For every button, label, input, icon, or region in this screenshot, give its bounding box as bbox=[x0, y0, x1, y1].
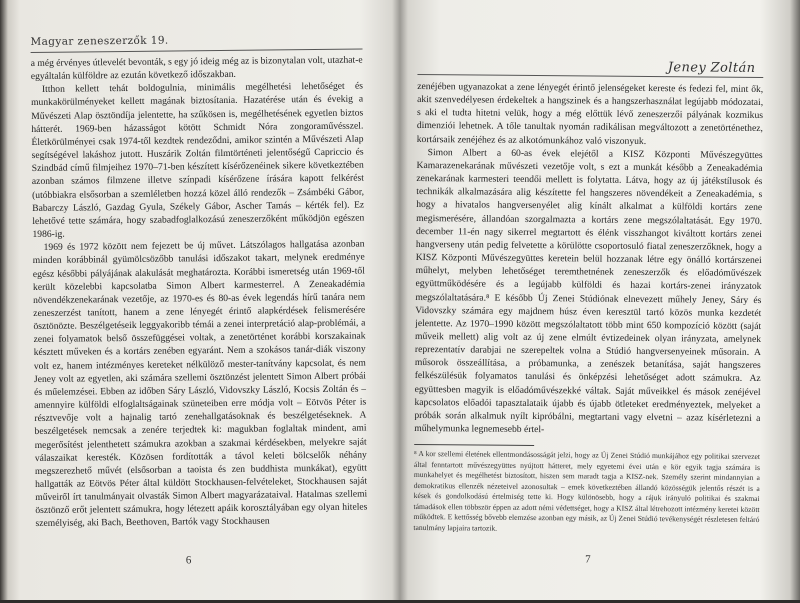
paragraph: 1969 és 1972 között nem fejezett be új művet. Látszólagos hallgatása azonban minden korábbinál gyümölcsözőbb tanulási időszakot takart, melynek eredménye egész későbbi pályájának alakulását meghatározta. Korábbi ismeretség után 1969-től került közelebbi kapcsolatba Simon Albert karmesterrel. A Zeneakadémia növendékzenekarának vezetője, az 1970-es és 80-as évek legendás hírű tanára nem zeneszerzést tanított, hanem a zene lényegét érintő alapkérdések felismerésére ösztönözte. Beszélgetéseik leggyakoribb témái a zenei interpretáció alap-problémái, a zenei folyamatok belső összefüggései voltak, a zenetörténet korábbi korszakainak késztett műveken és a kortárs zenében egyaránt. Nem a szokásos tanár-diák viszony volt ez, hanem intézményes kereteket nélkülöző mester-tanítvány kapcsolat, és nem Jeney volt az egyetlen, aki számára szellemi ösztönzést jelentett Simon Albert próbái és műelemzései. Ebben az időben Sáry László, Vidovszky László, Kocsis Zoltán és – amennyire külföldi elfoglaltságainak szüneteiben erre módja volt – Eötvös Péter is résztvevője volt a hajnalig tartó zenehallgatásoknak és beszélgetéseknek. A beszélgetések nemcsak a zenére terjedtek ki: magukban foglaltak mindent, ami megerősítést jelenthetett számukra azokban a szakmai kérdésekben, melyekre saját válaszaikat keresték. Közösen fordították a távol keleti bölcselők néhány megszerezhető művét (elsősorban a taoista és zen buddhista munkákat), együtt hallgatták az Eötvös Péter által küldött Stockhausen-felvételeket, Stockhausen saját műveiről írt tanulmányait olvasták Simon Albert magyarázataival. Hatalmas szellemi ösztönző erőt jelentett számukra, hogy létezett apáik korosztályában egy olyan hiteles személyiség, aki Bach, Beethoven, Bartók vagy Stockhausen bbox=[32, 238, 368, 530]
right-page-body bbox=[414, 80, 763, 438]
footnote: ⁸ A kor szellemi életének ellentmondásosságát jelzi, hogy az Új Zenei Stúdió munkájához egy politikai szervezet által fenntartott művészegyüttes nyújtott hátteret, mely egyetemi évei után e kör egyik tagja számára is munkahelyet és megélhetést biztosított, hiszen sem maradt tagja a KISZ-nek. Személy szerint mindannyian a demokratikus ellenzék nézeteivel azonosultak – emek következtében állandó közösségük jelentős részét is a kések és gondolkodású értelmiség tette ki. Hogy különösebb, hogy a rájuk irányuló politikai és szakmai támadások ellen többször éppen az adott némi védettséget, hogy a KISZ által létrehozott intézmény keretei között működtek. E kettősség bővebb elemzése azonban egy másik, az Új Zenei Stúdió tevékenységét részletesen feltáró tanulmány lapjaira tartozik. bbox=[413, 448, 761, 533]
running-head-left: Magyar zeneszerzők 19. bbox=[30, 34, 169, 48]
page-number-right: 7 bbox=[585, 553, 591, 566]
paragraph: Itthon kellett tehát boldogulnia, minimális megélhetési lehetőséget és munkakörülményeket kellett magának biztosítania. Hazatérése után és évekig a Művészeti Alap ösztöndíja jelentette, ha szűkösen is, megélhetésének egyetlen biztos hátterét. 1969-ben házasságot kötött Schmidt Nóra zongoraművésszel. Életkörülményei csak 1974-től kezdtek rendeződni, amikor szintén a Művészeti Alap segítségével lakáshoz jutott. Huszárik Zoltán filmtörténeti jelentőségű Capriccio és Szindbád című filmjeihez 1970–71-ben készített kísérőzenéinek sikere következtében azonban számos filmzene illetve színpadi kísérőzene írására kapott felkérést (utóbbiakra elsősorban a szemléletben hozzá közel álló rendezők – Zsámbéki Gábor, Babarczy László, Gazdag Gyula, Székely Gábor, Ascher Tamás – kérték fel). Ez lehetővé tette számára, hogy szabadfoglalkozású zeneszerzőként működjön egészen 1986-ig. bbox=[31, 80, 365, 241]
running-head-right: Jeney Zoltán bbox=[667, 60, 756, 76]
left-page bbox=[30, 0, 368, 600]
footnote-rule bbox=[414, 444, 534, 446]
header-rule-left bbox=[31, 49, 363, 53]
paragraph: a még érvényes útlevelét bevonták, s egy jó ideig még az is bizonytalan volt, utazhat-e egyáltalán külföldre az ezután következő időszakban. bbox=[30, 54, 363, 83]
right-page bbox=[413, 0, 764, 603]
left-page-body bbox=[31, 54, 368, 531]
paragraph: Simon Albert a 60-as évek elejétől a KISZ Központi Művészegyüttes Kamarazenekarának művészeti vezetője volt, s ezt a munkát később a Zeneakadémia zenekarának karmesteri teendői mellett is folytatta. Látva, hogy az új játékstílusok és technikák alkalmazására alig készítette fel hangszeres növendékeit a Zeneakadémia, s hogy a hivatalos hangversenyélet alig kínált alkalmat a külföldi kortárs zene megismerésére, állandóan szorgalmazta a kortárs zene megszólaltatását. Egy 1970. december 11-én nagy sikerrel megtartott és élénk visszhangot kiváltott kortárs zenei hangverseny után pedig felvetette a körülötte csoportosuló fiatal zeneszerzőknek, hogy a KISZ Központi Művészegyüttes keretein belül hozzanak létre egy önálló kortárszenei műhelyt, melyben lehetőséget teremthetnének zeneszerzők és előadóművészek együttműködésére és a legújabb külföldi és hazai kortárs-zenei irányzatok megszólaltatására.⁸ E később Új Zenei Stúdiónak elnevezett műhely Jeney, Sáry és Vidovszky számára egy majdnem húsz éven keresztül tartó közös munka kezdetét jelentette. Az 1970–1990 között megszólaltatott több mint 650 kompozíció között (saját műveik mellett) alig volt az új zene elmúlt évtizedeinek olyan irányzata, amelynek reprezentatív darabjai ne szerepeltek volna a Stúdió hangversenyeinek műsorain. A műsorok összeállítása, a próbamunka, a zenészek betanítása, saját hangszeres felkészülésük folyamatos tanulási és önképzési lehetőséget adott számukra. Az együttesben magyik is előadóművészekké váltak. Saját műveikkel és mások zenéjével kapcsolatos előadói tapasztalataik újabb és újabb ötleteket eredményeztek, melyeket a próbák során alkalmuk nyílt kipróbálni, megtartani vagy elvetni – azaz kísérletezni a műhelymunka legnemesebb értel- bbox=[414, 146, 763, 436]
page-number-left: 6 bbox=[185, 554, 192, 567]
paragraph: zenéjében ugyanazokat a zene lényegét érintő jelenségeket kereste és fedezi fel, mint ők, akit szenvedélyesen érdekeltek a hangszinek és a hangszerhasználat legújabb módozatai, s aki el tudta hitetni velük, hogy a még előttük lévő zeneszerzői pályának kozmikus dimenziói lehetnek. A tőle tanultak nyomán radikálisan megváltozott a zenetörténethez, kortársaik zenéjéhez és az alkotómunkához való viszonyuk. bbox=[416, 80, 764, 147]
